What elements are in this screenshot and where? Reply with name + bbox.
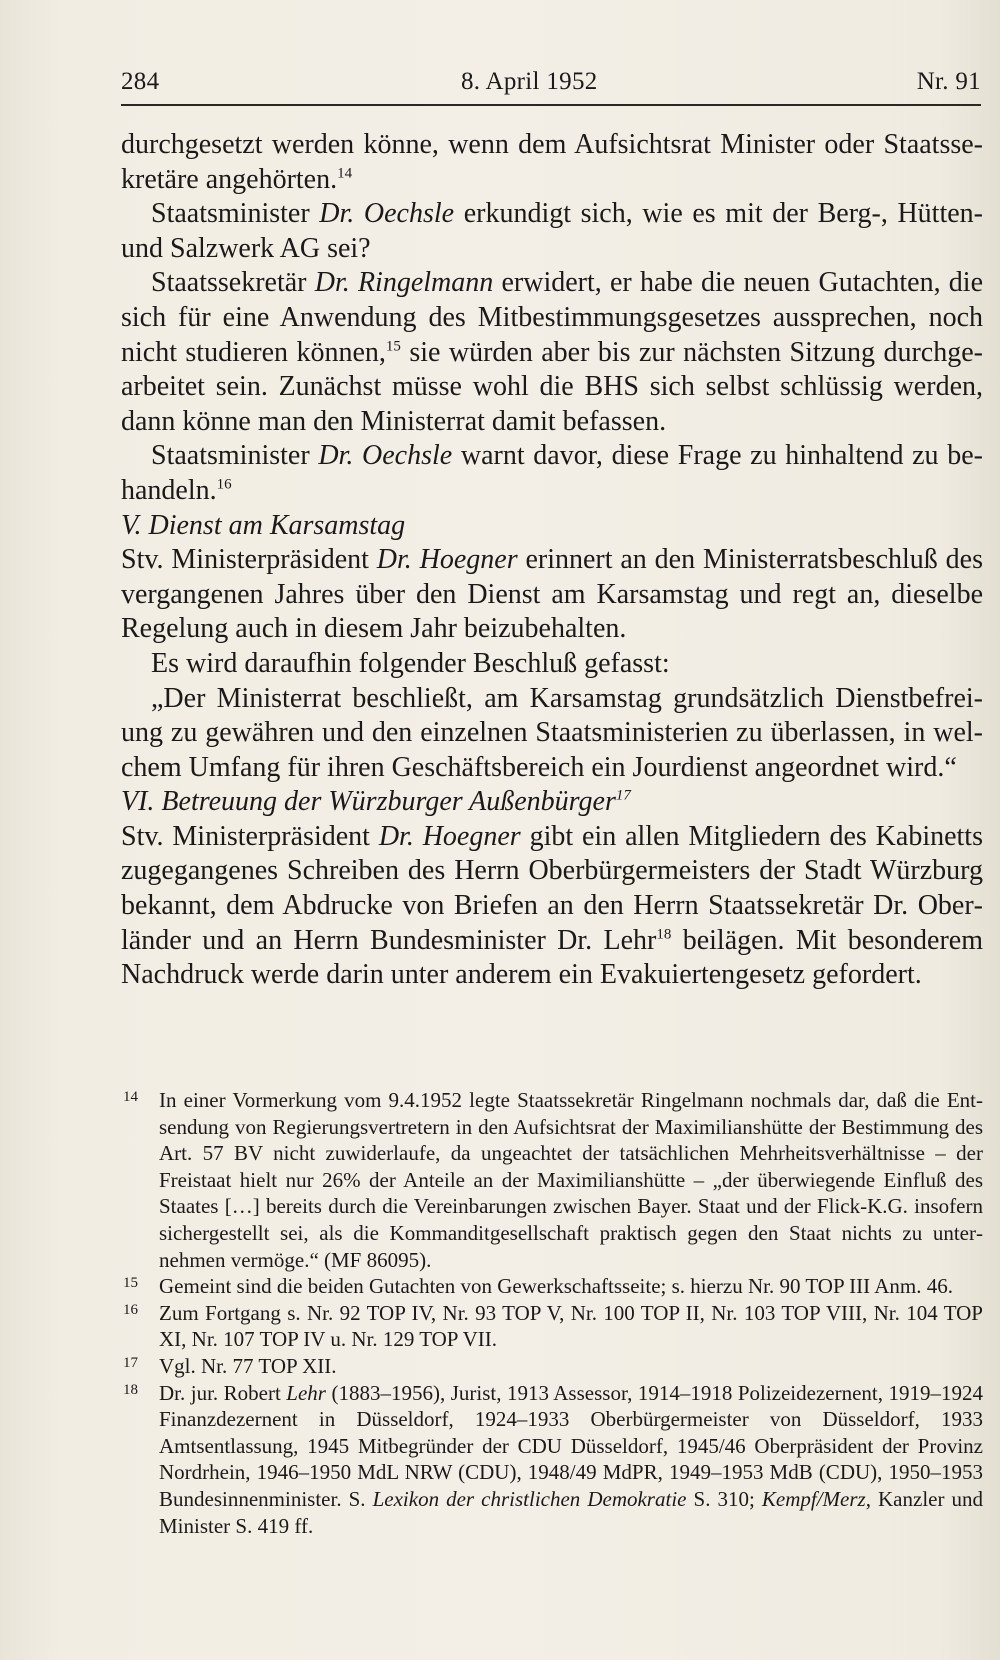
speaker-title: Staatsminister xyxy=(151,440,319,472)
footnote xyxy=(121,1380,983,1540)
speaker-name: Dr. Oechsle xyxy=(319,198,455,230)
section-heading: V. Dienst am Karsamstag xyxy=(121,509,406,541)
page-number: 284 xyxy=(121,68,160,95)
footnote-number: 17 xyxy=(123,1354,138,1371)
book-title: Lexikon der christlichen Demokratie xyxy=(372,1486,687,1511)
speaker-title: Staatssekretär xyxy=(151,267,315,299)
paragraph xyxy=(121,820,983,993)
footnote xyxy=(121,1300,983,1353)
paragraph-text: warnt davor, diese Frage zu hinhaltend zu behandeln. xyxy=(121,440,983,506)
speaker-name: Dr. Hoegner xyxy=(378,820,521,852)
paragraph-text: durchgesetzt werden könne, wenn dem Aufsichtsrat Minister oder Staatssekretäre angehörten. xyxy=(121,129,983,195)
paragraph-text: beilägen. Mit besonderem Nachdruck werde darin unter anderem ein Evakuiertengesetz gefordert. xyxy=(121,924,983,991)
footnote-number: 14 xyxy=(123,1089,138,1105)
running-header xyxy=(121,64,981,106)
paragraph-text: erwidert, er habe die neuen Gutachten, die sich für eine Anwendung des Mitbestimmungsgesetzes aussprechen, noch nicht studieren können, xyxy=(121,267,983,368)
paragraph xyxy=(121,128,983,197)
footnote-number: 15 xyxy=(123,1275,138,1292)
speaker-name: Dr. Oechsle xyxy=(318,440,453,472)
footnote-number: 16 xyxy=(123,1301,138,1318)
document-number: Nr. 91 xyxy=(916,68,981,95)
speaker-title: Staatsminister xyxy=(151,198,320,230)
footnote-ref[interactable]: 17 xyxy=(615,787,631,804)
footnote-text: (1883–1956), Jurist, 1913 Assessor, 1914–1918 Polizeidezernent, 1919–1924 Finanzdezernent in Düsseldorf, 1924–1933 Oberbürgermeister von Düsseldorf, 1933 Amtsentlassung, 1945 Mitbegründer der CDU Düsseldorf, 1945/46 Oberpräsident der Provinz Nordrhein, 1946–1950 MdL NRW (CDU), 1948/49 MdPR, 1949–1953 MdB (CDU), 1950–1953 Bundesinnenminister. S. xyxy=(159,1380,983,1511)
paragraph xyxy=(121,439,983,508)
footnote xyxy=(121,1087,983,1273)
paragraph: Es wird daraufhin folgender Beschluß gefasst: xyxy=(151,647,670,679)
footnote-text: In einer Vormerkung vom 9.4.1952 legte Staatssekretär Ringelmann nochmals dar, daß die Entsendung von Regierungsvertretern in den Aufsichtsrat der Maximilianshütte der Bestimmung des Art. 57 BV nicht zuwiderlaufe, da ungeachtet der tatsächlichen Mehrheitsverhältnisse – der Freistaat hielt nur 26% der Anteile an der Maximilianshütte – „der überwiegende Einfluß des Staates […] bereits durch die Vereinbarungen zwischen Bayer. Staat und der Flick-K.G. insofern sichergestellt sei, als die Kommanditgesellschaft praktisch gegen den Staat nichts zu unternehmen vermöge.“ (MF 86095). xyxy=(159,1088,983,1272)
footnote-text: Vgl. Nr. 77 TOP XII. xyxy=(159,1353,337,1378)
footnote-text: S. 310; xyxy=(686,1486,762,1511)
resolution-quote: „Der Ministerrat beschließt, am Karsamstag grundsätzlich Dienstbefreiung zu gewähren und den einzelnen Staatsministerien zu überlassen, in welchem Umfang für ihren Geschäftsbereich ein Jourdienst angeordnet wird.“ xyxy=(121,682,983,783)
footnotes xyxy=(121,1087,983,1539)
paragraph xyxy=(121,266,983,439)
main-text xyxy=(121,128,983,993)
footnote-text: , Kanzler und Minister S. 419 ff. xyxy=(159,1486,984,1538)
speaker-title: Stv. Ministerpräsident xyxy=(121,544,377,576)
section-heading xyxy=(121,785,983,820)
paragraph-text: erinnert an den Ministerratsbeschluß des vergangenen Jahres über den Dienst am Karsamstag und regt an, dieselbe Regelung auch in diesem Jahr beizubehalten. xyxy=(121,544,983,645)
header-date: 8. April 1952 xyxy=(461,68,598,95)
footnote-text: Gemeint sind die beiden Gutachten von Gewerkschaftsseite; s. hierzu Nr. 90 TOP III Anm. 46. xyxy=(159,1274,953,1299)
footnote-ref[interactable]: 16 xyxy=(216,476,232,493)
person-name: Lehr xyxy=(286,1380,326,1405)
paragraph-text: gibt ein allen Mitgliedern des Kabinetts zugegangenes Schreiben des Herrn Oberbürgermeisters der Stadt Würzburg bekannt, dem Abdrucke von Briefen an den Herrn Staatssekretär Dr. Oberländer und an Herrn Bundesminister Dr. Lehr xyxy=(121,820,983,956)
footnote-ref[interactable]: 14 xyxy=(337,165,353,182)
paragraph-text: erkundigt sich, wie es mit der Berg-, Hütten- und Salzwerk AG sei? xyxy=(121,198,983,264)
speaker-name: Dr. Ringelmann xyxy=(314,267,494,299)
speaker-name: Dr. Hoegner xyxy=(376,544,518,576)
paragraph-text: sie würden aber bis zur nächsten Sitzung durchgearbeitet sein. Zunächst müsse wohl die BHS sich selbst schlüssig werden, dann könne man den Ministerrat damit befassen. xyxy=(121,336,983,437)
footnote xyxy=(121,1273,983,1300)
footnote-text: Zum Fortgang s. Nr. 92 TOP IV, Nr. 93 TOP V, Nr. 100 TOP II, Nr. 103 TOP VIII, Nr. 104 TOP XI, Nr. 107 TOP IV u. Nr. 129 TOP VII. xyxy=(159,1300,983,1352)
footnote-text: Dr. jur. Robert xyxy=(159,1380,287,1405)
paragraph xyxy=(121,543,983,647)
section-heading-text: VI. Betreuung der Würzburger Außenbürger xyxy=(121,786,616,818)
footnote-ref[interactable]: 18 xyxy=(656,926,672,943)
footnote-ref[interactable]: 15 xyxy=(385,338,401,355)
paragraph xyxy=(121,197,983,266)
speaker-title: Stv. Ministerpräsident xyxy=(121,820,379,852)
footnote-number: 18 xyxy=(123,1381,138,1398)
footnote xyxy=(121,1353,983,1380)
author-names: Kempf/Merz xyxy=(761,1486,866,1511)
